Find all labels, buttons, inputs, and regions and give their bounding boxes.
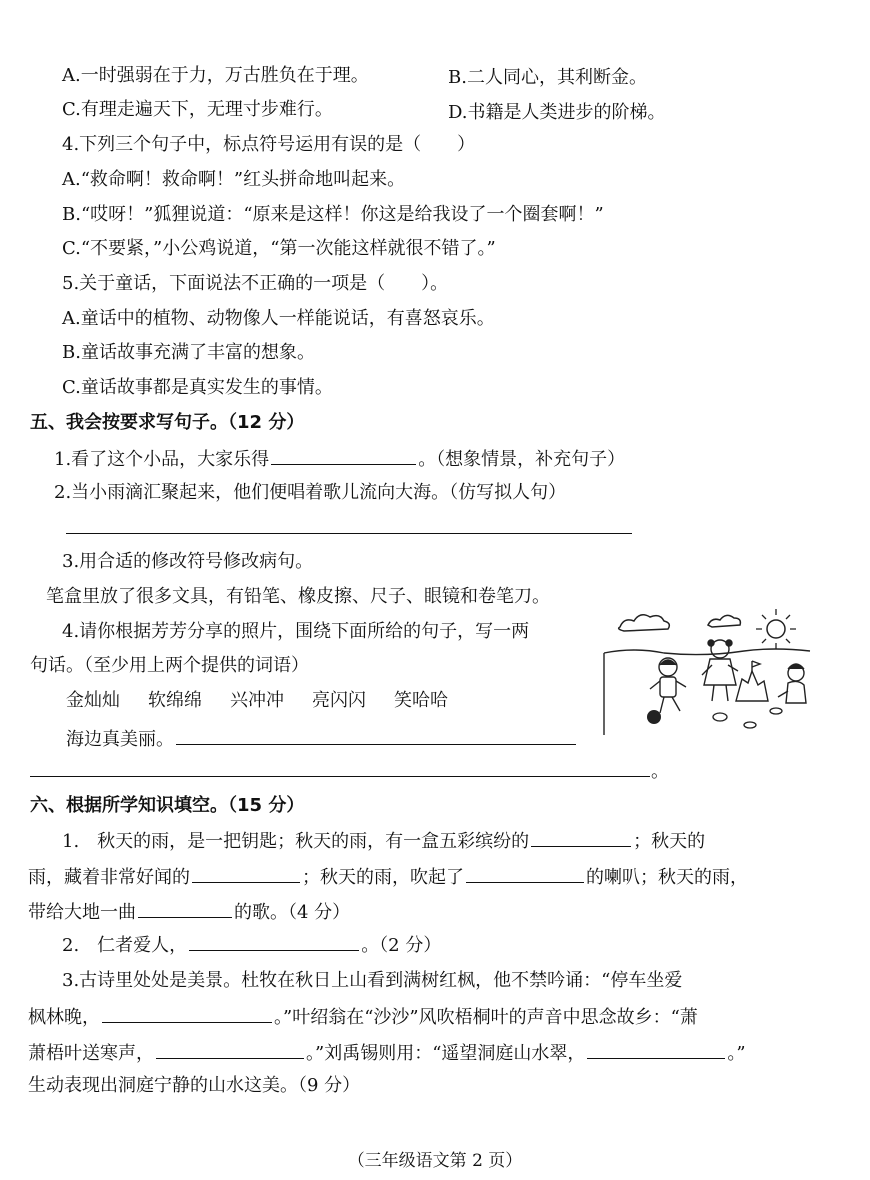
shell-icon-3 — [770, 708, 782, 714]
s5-item4-blank[interactable] — [176, 726, 576, 745]
s6-item2-text-a: 2. 仁者爱人， — [62, 935, 188, 956]
s6-item1-blank-3[interactable] — [466, 864, 584, 883]
child-middle — [702, 640, 738, 701]
q3-option-c: C.有理走遍天下，无理寸步难行。 — [62, 99, 333, 120]
s6-item3-blank-1[interactable] — [102, 1004, 272, 1023]
word-2: 软绵绵 — [148, 690, 202, 711]
q5-stem: 5.关于童话，下面说法不正确的一项是（ ）。 — [62, 273, 449, 294]
s6-item1-blank-4[interactable] — [138, 899, 232, 918]
q3-option-b: B.二人同心，其利断金。 — [448, 67, 647, 88]
s6-item3-text-d: 萧梧叶送寒声， — [28, 1043, 154, 1064]
s6-item1-line1 — [62, 828, 705, 854]
word-4: 亮闪闪 — [312, 690, 366, 711]
s6-item1-line3 — [28, 899, 350, 925]
s5-item1 — [54, 446, 625, 472]
sand-castle — [736, 661, 768, 701]
s6-item2 — [62, 932, 441, 958]
s6-item3-line1: 3.古诗里处处是美景。杜牧在秋日上山看到满树红枫，他不禁吟诵：“停车坐爱 — [62, 970, 683, 991]
q4-option-a: A.“救命啊！救命啊！”红头拼命地叫起来。 — [62, 169, 406, 190]
s5-item2: 2.当小雨滴汇聚起来，他们便唱着歌儿流向大海。（仿写拟人句） — [54, 482, 567, 503]
word-3: 兴冲冲 — [230, 690, 284, 711]
s5-item4-line1: 4.请你根据芳芳分享的照片，围绕下面所给的句子，写一两 — [62, 621, 530, 642]
s6-item1-blank-1[interactable] — [531, 828, 631, 847]
s5-item1-prefix: 1.看了这个小品，大家乐得 — [54, 449, 270, 470]
s5-item3-sentence: 笔盒里放了很多文具，有铅笔、橡皮擦、尺子、眼镜和卷笔刀。 — [46, 586, 550, 607]
s5-item2-answer-line[interactable] — [66, 533, 632, 534]
s6-item1-blank-2[interactable] — [192, 864, 300, 883]
s6-item3-text-f: 。” — [727, 1043, 746, 1064]
q3-option-a: A.一时强弱在于力，万古胜负在于理。 — [62, 65, 369, 86]
s6-item1-line2 — [28, 864, 748, 890]
s5-item4-line2: 句话。（至少用上两个提供的词语） — [30, 655, 309, 676]
s6-item1-text-c: 雨，藏着非常好闻的 — [28, 867, 190, 888]
s6-item1-text-g: 的歌。（4 分） — [234, 902, 351, 923]
section5-title: 五、我会按要求写句子。（12 分） — [30, 412, 305, 433]
s5-item1-suffix: 。（想象情景，补充句子） — [418, 449, 626, 470]
s5-item1-blank[interactable] — [271, 446, 416, 465]
q3-option-d: D.书籍是人类进步的阶梯。 — [448, 102, 666, 123]
ball-icon — [647, 710, 661, 724]
sun-icon — [756, 609, 796, 649]
page-footer: （三年级语文第 2 页） — [347, 1151, 523, 1171]
q4-option-c: C.“不要紧，”小公鸡说道，“第一次能这样就很不错了。” — [62, 238, 496, 259]
s6-item2-blank[interactable] — [189, 932, 359, 951]
q5-option-c: C.童话故事都是真实发生的事情。 — [62, 377, 333, 398]
shell-icon — [713, 713, 727, 721]
q4-stem: 4.下列三个句子中，标点符号运用有误的是（ ） — [62, 134, 476, 155]
s6-item1-text-d: ；秋天的雨，吹起了 — [302, 867, 464, 888]
s6-item3-line2 — [28, 1004, 698, 1030]
word-5: 笑哈哈 — [394, 690, 448, 711]
word-bank — [66, 689, 476, 713]
s6-item1-text-a: 1. 秋天的雨，是一把钥匙；秋天的雨，有一盒五彩缤纷的 — [62, 831, 530, 852]
s5-item4-start-text: 海边真美丽。 — [66, 729, 174, 750]
s5-item3: 3.用合适的修改符号修改病句。 — [62, 551, 314, 572]
q5-option-a: A.童话中的植物、动物像人一样能说话，有喜怒哀乐。 — [62, 308, 495, 329]
s6-item3-line3 — [28, 1040, 746, 1066]
s5-item4-answer-line[interactable] — [30, 776, 650, 777]
s6-item3-text-c: 。”叶绍翁在“沙沙”风吹梧桐叶的声音中思念故乡：“萧 — [274, 1007, 698, 1028]
q5-option-b: B.童话故事充满了丰富的想象。 — [62, 342, 315, 363]
s6-item1-text-e: 的喇叭；秋天的雨， — [586, 867, 748, 888]
s5-item4-start — [66, 726, 578, 752]
beach-illustration — [600, 605, 815, 740]
s6-item3-blank-2[interactable] — [156, 1040, 304, 1059]
section6-title: 六、根据所学知识填空。（15 分） — [30, 795, 305, 816]
s6-item1-text-f: 带给大地一曲 — [28, 902, 136, 923]
sea-line — [604, 649, 810, 655]
s6-item3-line4: 生动表现出洞庭宁静的山水这美。（9 分） — [28, 1075, 361, 1096]
shell-icon-2 — [744, 722, 756, 728]
child-right — [778, 664, 806, 703]
s6-item3-blank-3[interactable] — [587, 1040, 725, 1059]
s6-item2-text-b: 。（2 分） — [361, 935, 442, 956]
cloud-icon — [619, 615, 670, 631]
s6-item3-text-e: 。”刘禹锡则用：“遥望洞庭山水翠， — [306, 1043, 586, 1064]
cloud-icon-2 — [708, 615, 740, 627]
q4-option-b: B.“哎呀！”狐狸说道：“原来是这样！你这是给我设了一个圈套啊！” — [62, 204, 604, 225]
child-left — [650, 658, 686, 713]
word-1: 金灿灿 — [66, 690, 120, 711]
s6-item3-text-b: 枫林晚， — [28, 1007, 100, 1028]
s6-item1-text-b: ；秋天的 — [633, 831, 706, 852]
s5-item4-end: 。 — [651, 761, 669, 782]
